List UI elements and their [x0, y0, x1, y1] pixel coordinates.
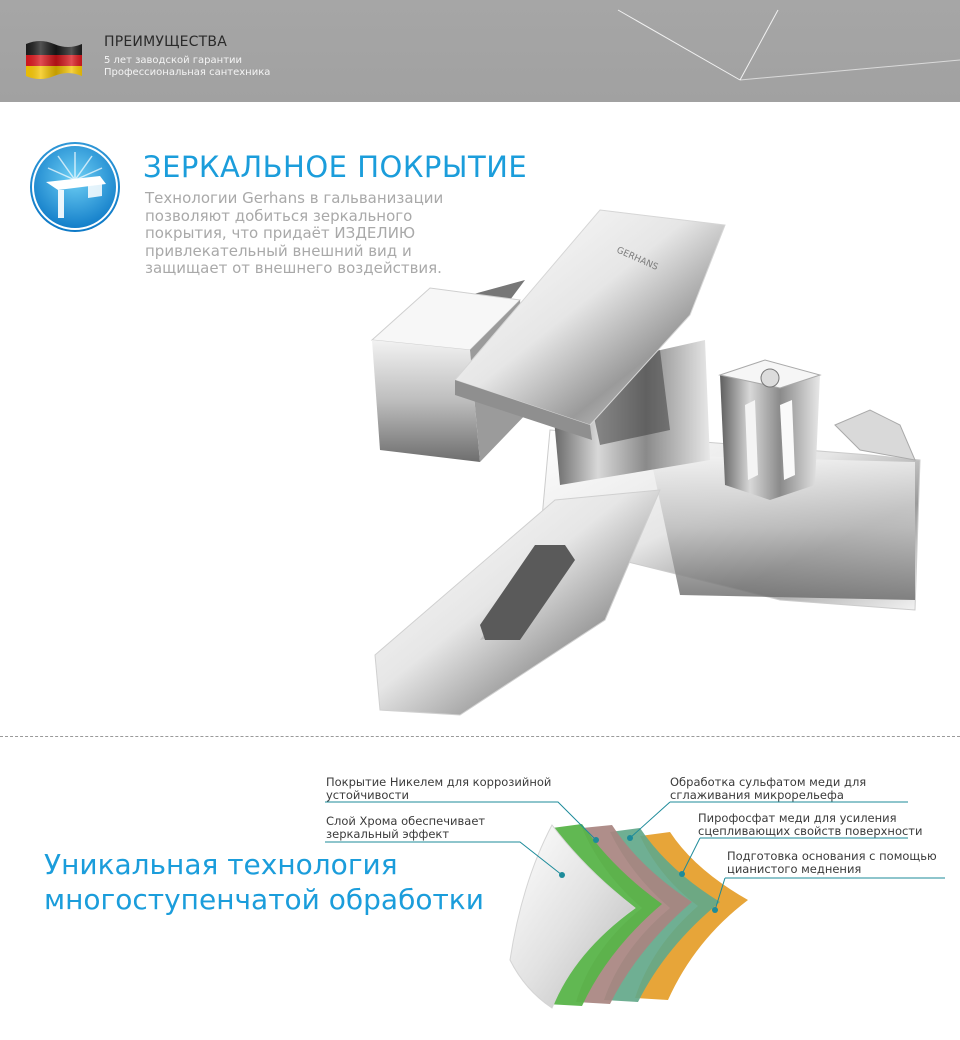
- faucet-brand-mark: GERHANS: [614, 245, 660, 273]
- layer-label-chrome: Слой Хрома обеспечивает зеркальный эффект: [326, 814, 486, 841]
- germany-flag-icon: [22, 38, 84, 82]
- header-tagline: Профессиональная сантехника: [104, 67, 271, 78]
- header-warranty: 5 лет заводской гарантии: [104, 55, 243, 66]
- technology-heading: Уникальная технология многоступенчатой обработки: [44, 848, 484, 916]
- layer-label-cyanide-copper: Подготовка основания с помощью цианистого меднения: [727, 849, 937, 876]
- layer-label-nickel: Покрытие Никелем для коррозийной устойчивости: [326, 775, 552, 802]
- faucet-product-image: [360, 200, 930, 720]
- section-divider: [0, 736, 960, 737]
- faucet-circle-icon: [28, 140, 122, 234]
- layer-label-copper-sulfate: Обработка сульфатом меди для сглаживания микрорельефа: [670, 775, 867, 802]
- coating-heading: ЗЕРКАЛЬНОЕ ПОКРЫТИЕ: [143, 150, 528, 184]
- header-title: ПРЕИМУЩЕСТВА: [104, 34, 227, 50]
- header-band: [0, 0, 960, 102]
- header-decor-lines: [0, 0, 960, 102]
- coating-description: Технологии Gerhans в гальванизации позволяют добиться зеркального покрытия, что придаёт ИЗДЕЛИЮ привлекательный внешний вид и защищает от внешнего воздействия.: [145, 189, 444, 277]
- layer-label-copper-pyrophosphate: Пирофосфат меди для усиления сцепливающих свойств поверхности: [698, 811, 923, 838]
